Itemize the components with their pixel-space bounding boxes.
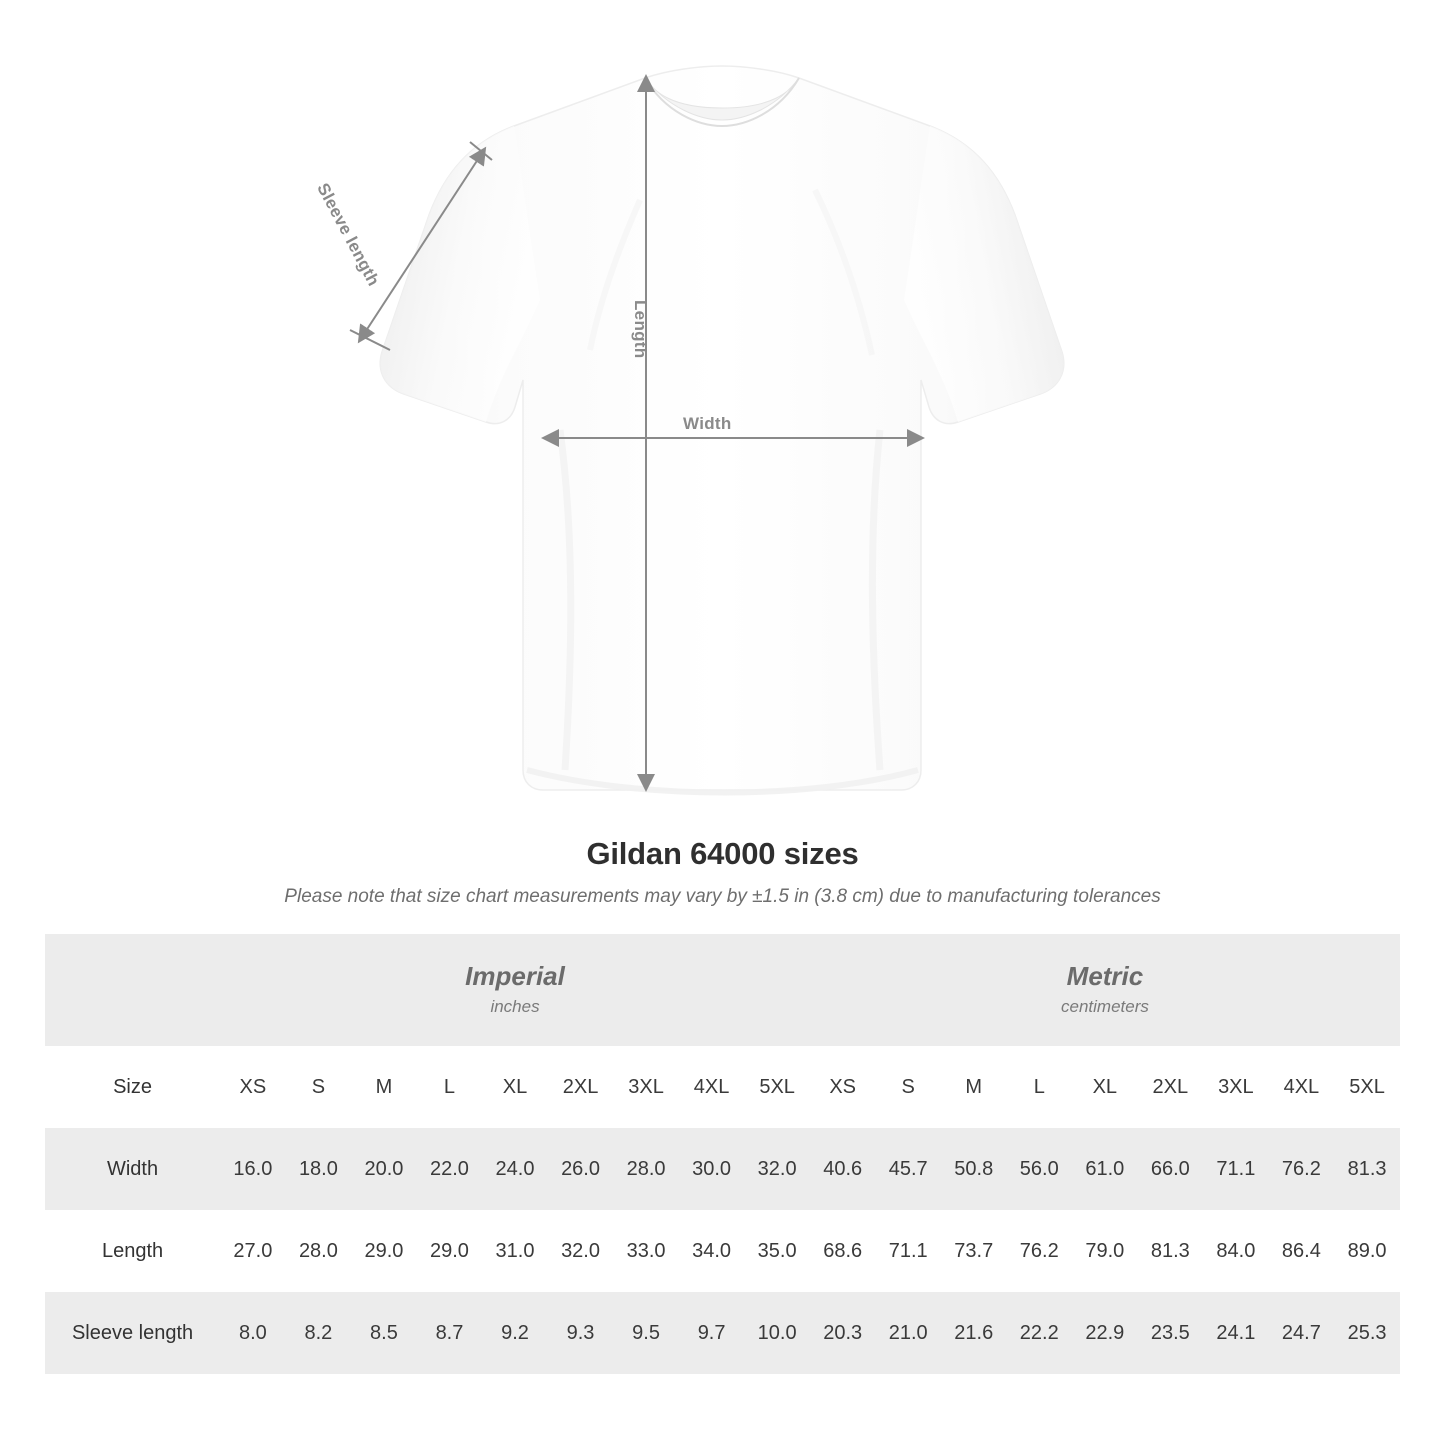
table-cell: 34.0 bbox=[679, 1210, 745, 1292]
table-cell: 24.7 bbox=[1269, 1292, 1335, 1374]
table-cell: 32.0 bbox=[548, 1210, 614, 1292]
size-header-cell: XL bbox=[482, 1046, 548, 1128]
table-cell: 50.8 bbox=[941, 1128, 1007, 1210]
size-header-cell: XS bbox=[220, 1046, 286, 1128]
table-cell: 22.9 bbox=[1072, 1292, 1138, 1374]
row-label-length: Length bbox=[45, 1210, 220, 1292]
unit-header-spacer bbox=[45, 934, 220, 1046]
size-header-cell: 4XL bbox=[1269, 1046, 1335, 1128]
table-cell: 84.0 bbox=[1203, 1210, 1269, 1292]
table-row bbox=[45, 1128, 1400, 1210]
size-header-cell: S bbox=[875, 1046, 941, 1128]
table-cell: 28.0 bbox=[286, 1210, 352, 1292]
title-block bbox=[0, 836, 1445, 908]
table-cell: 21.0 bbox=[875, 1292, 941, 1374]
unit-group-imperial bbox=[220, 934, 810, 1046]
table-cell: 8.2 bbox=[286, 1292, 352, 1374]
table-cell: 24.0 bbox=[482, 1128, 548, 1210]
unit-group-imperial-sub: inches bbox=[490, 996, 540, 1016]
table-cell: 81.3 bbox=[1334, 1128, 1400, 1210]
table-cell: 79.0 bbox=[1072, 1210, 1138, 1292]
table-cell: 76.2 bbox=[1007, 1210, 1073, 1292]
table-cell: 81.3 bbox=[1138, 1210, 1204, 1292]
table-cell: 45.7 bbox=[875, 1128, 941, 1210]
size-header-row bbox=[45, 1046, 1400, 1128]
size-header-cell: 3XL bbox=[613, 1046, 679, 1128]
unit-group-metric-sub: centimeters bbox=[1061, 996, 1149, 1016]
table-cell: 22.2 bbox=[1007, 1292, 1073, 1374]
table-cell: 9.2 bbox=[482, 1292, 548, 1374]
size-header-cell: 3XL bbox=[1203, 1046, 1269, 1128]
table-cell: 9.3 bbox=[548, 1292, 614, 1374]
size-header-cell: 2XL bbox=[1138, 1046, 1204, 1128]
table-cell: 71.1 bbox=[875, 1210, 941, 1292]
table-cell: 56.0 bbox=[1007, 1128, 1073, 1210]
table-cell: 21.6 bbox=[941, 1292, 1007, 1374]
table-cell: 29.0 bbox=[351, 1210, 417, 1292]
table-row bbox=[45, 1292, 1400, 1374]
page-title: Gildan 64000 sizes bbox=[586, 836, 859, 871]
table-cell: 30.0 bbox=[679, 1128, 745, 1210]
table-cell: 22.0 bbox=[417, 1128, 483, 1210]
size-header-cell: 2XL bbox=[548, 1046, 614, 1128]
row-header-size: Size bbox=[45, 1046, 220, 1128]
table-cell: 8.0 bbox=[220, 1292, 286, 1374]
size-header-cell: XL bbox=[1072, 1046, 1138, 1128]
size-chart-table bbox=[45, 934, 1400, 1374]
table-cell: 27.0 bbox=[220, 1210, 286, 1292]
table-cell: 66.0 bbox=[1138, 1128, 1204, 1210]
table-cell: 86.4 bbox=[1269, 1210, 1335, 1292]
table-cell: 18.0 bbox=[286, 1128, 352, 1210]
table-cell: 35.0 bbox=[744, 1210, 810, 1292]
table-cell: 73.7 bbox=[941, 1210, 1007, 1292]
table-row bbox=[45, 1210, 1400, 1292]
size-header-cell: 4XL bbox=[679, 1046, 745, 1128]
table-cell: 31.0 bbox=[482, 1210, 548, 1292]
sleeve-length-label: Sleeve length bbox=[313, 180, 384, 290]
table-cell: 33.0 bbox=[613, 1210, 679, 1292]
table-cell: 16.0 bbox=[220, 1128, 286, 1210]
unit-group-metric-name: Metric bbox=[1066, 961, 1144, 992]
size-table-wrapper bbox=[0, 934, 1445, 1374]
table-cell: 9.5 bbox=[613, 1292, 679, 1374]
size-header-cell: L bbox=[1007, 1046, 1073, 1128]
table-cell: 23.5 bbox=[1138, 1292, 1204, 1374]
table-cell: 26.0 bbox=[548, 1128, 614, 1210]
unit-group-imperial-name: Imperial bbox=[465, 961, 565, 992]
table-cell: 61.0 bbox=[1072, 1128, 1138, 1210]
table-cell: 8.5 bbox=[351, 1292, 417, 1374]
width-label: Width bbox=[683, 414, 732, 433]
row-label-width: Width bbox=[45, 1128, 220, 1210]
table-cell: 89.0 bbox=[1334, 1210, 1400, 1292]
table-cell: 40.6 bbox=[810, 1128, 876, 1210]
size-header-cell: M bbox=[941, 1046, 1007, 1128]
table-cell: 8.7 bbox=[417, 1292, 483, 1374]
size-header-cell: M bbox=[351, 1046, 417, 1128]
size-header-cell: 5XL bbox=[1334, 1046, 1400, 1128]
table-cell: 24.1 bbox=[1203, 1292, 1269, 1374]
table-cell: 29.0 bbox=[417, 1210, 483, 1292]
size-header-cell: S bbox=[286, 1046, 352, 1128]
row-label-sleeve-length: Sleeve length bbox=[45, 1292, 220, 1374]
table-cell: 20.3 bbox=[810, 1292, 876, 1374]
table-cell: 10.0 bbox=[744, 1292, 810, 1374]
table-cell: 20.0 bbox=[351, 1128, 417, 1210]
unit-header-row bbox=[45, 934, 1400, 1046]
table-cell: 25.3 bbox=[1334, 1292, 1400, 1374]
table-cell: 71.1 bbox=[1203, 1128, 1269, 1210]
unit-group-metric bbox=[810, 934, 1400, 1046]
length-label: Length bbox=[631, 300, 650, 359]
table-cell: 28.0 bbox=[613, 1128, 679, 1210]
tolerance-note: Please note that size chart measurements may vary by ±1.5 in (3.8 cm) due to manufacturing tolerances bbox=[284, 886, 1161, 907]
size-header-cell: XS bbox=[810, 1046, 876, 1128]
size-header-cell: L bbox=[417, 1046, 483, 1128]
table-cell: 76.2 bbox=[1269, 1128, 1335, 1210]
table-cell: 9.7 bbox=[679, 1292, 745, 1374]
table-cell: 32.0 bbox=[744, 1128, 810, 1210]
table-cell: 68.6 bbox=[810, 1210, 876, 1292]
size-header-cell: 5XL bbox=[744, 1046, 810, 1128]
